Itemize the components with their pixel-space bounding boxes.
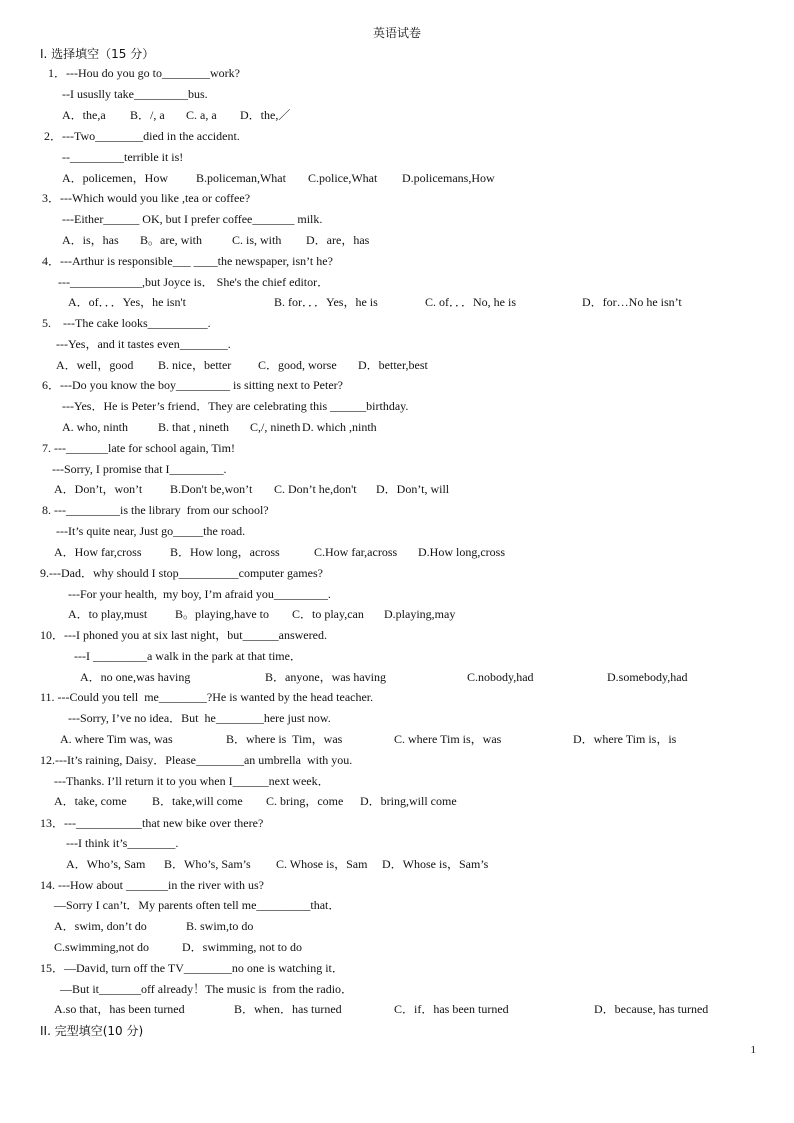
answer-option: B．take,will come xyxy=(152,794,243,808)
question-dialogue-line: ---Sorry, I’ve no idea．But he________here just now. xyxy=(68,711,331,725)
question-dialogue-line: ---It’s quite near, Just go_____the road. xyxy=(56,524,246,538)
answer-option: B．How long，across xyxy=(170,545,280,559)
question-dialogue-line: ---Thanks. I’ll return it to you when I______next week． xyxy=(54,774,330,788)
answer-option: C. Don’t he,don't xyxy=(274,482,357,496)
question-stem: 8. ---_________is the library from our school? xyxy=(42,503,269,517)
question-stem: 4．---Arthur is responsible___ ____the newspaper, isn’t he? xyxy=(42,254,333,268)
answer-option: A．Who’s, Sam xyxy=(66,857,146,871)
answer-option: D．swimming, not to do xyxy=(182,940,303,954)
question-dialogue-line: —But it_______off already！The music is from the radio． xyxy=(60,982,354,996)
answer-option: B. that , nineth xyxy=(158,420,229,434)
answer-option: A．well，good xyxy=(56,358,134,372)
answer-option: D．better,best xyxy=(358,358,428,372)
question-stem: 7. ---_______late for school again, Tim! xyxy=(42,441,235,455)
answer-option: D．bring,will come xyxy=(360,794,457,808)
answer-option: B．where is Tim，was xyxy=(226,732,343,746)
question-dialogue-line: ---I _________a walk in the park at that time． xyxy=(74,649,302,663)
question-dialogue-line: ---Yes．He is Peter’s friend．They are celebrating this ______birthday. xyxy=(62,399,409,413)
answer-option: A．How far,cross xyxy=(54,545,142,559)
answer-option: B．/, a xyxy=(130,108,165,122)
answer-option: B．Who’s, Sam’s xyxy=(164,857,251,871)
answer-option: D．where Tim is，is xyxy=(573,732,677,746)
answer-option: B.policeman,What xyxy=(196,171,286,185)
answer-option: A. where Tim was, was xyxy=(60,732,173,746)
answer-option: C.police,What xyxy=(308,171,378,185)
answer-option: D．for…No he isn’t xyxy=(582,295,682,309)
answer-option: B. nice，better xyxy=(158,358,232,372)
answer-option: C.How far,across xyxy=(314,545,398,559)
answer-option: B. swim,to do xyxy=(186,919,254,933)
answer-option: A.so that，has been turned xyxy=(54,1002,185,1016)
answer-option: D．are，has xyxy=(306,233,370,247)
answer-option: C. a, a xyxy=(186,108,217,122)
answer-option: C．if．has been turned xyxy=(394,1002,509,1016)
answer-option: B。are, with xyxy=(140,233,202,247)
question-dialogue-line: ---For your health, my boy, I’m afraid you_________. xyxy=(68,587,331,601)
answer-option: A．swim, don’t do xyxy=(54,919,147,933)
answer-option: D．Don’t, will xyxy=(376,482,450,496)
answer-option: D.playing,may xyxy=(384,607,456,621)
question-stem: 13．---___________that new bike over there? xyxy=(40,816,264,830)
page-title: 英语试卷 xyxy=(372,26,421,40)
section-heading-2: II. 完型填空(10 分) xyxy=(40,1024,144,1038)
answer-option: C. is, with xyxy=(232,233,282,247)
answer-option: D．because, has turned xyxy=(594,1002,709,1016)
question-stem: 15．—David, turn off the TV________no one is watching it． xyxy=(40,961,344,975)
question-stem: 6．---Do you know the boy_________ is sitting next to Peter? xyxy=(42,378,343,392)
answer-option: B.Don't be,won’t xyxy=(170,482,253,496)
answer-option: B．when．has turned xyxy=(234,1002,342,1016)
question-dialogue-line: --_________terrible it is! xyxy=(62,150,184,164)
answer-option: B. for．．．Yes，he is xyxy=(274,295,378,309)
answer-option: C．to play,can xyxy=(292,607,364,621)
question-stem: 10．---I phoned you at six last night，but______answered. xyxy=(40,628,327,642)
answer-option: A．no one,was having xyxy=(80,670,191,684)
answer-option: C.nobody,had xyxy=(467,670,534,684)
question-stem: 11. ---Could you tell me________?He is wanted by the head teacher. xyxy=(40,690,374,704)
answer-option: C. of．．．No, he is xyxy=(425,295,516,309)
answer-option: C.swimming,not do xyxy=(54,940,150,954)
question-dialogue-line: ---Sorry, I promise that I_________. xyxy=(52,462,227,476)
question-dialogue-line: --I ususlly take_________bus. xyxy=(62,87,208,101)
answer-option: A．Don’t，won’t xyxy=(54,482,143,496)
question-dialogue-line: ---____________,but Joyce is． She's the chief editor． xyxy=(58,275,330,289)
question-dialogue-line: ---Yes，and it tastes even________. xyxy=(56,337,231,351)
answer-option: A．take, come xyxy=(54,794,127,808)
answer-option: B．anyone，was having xyxy=(265,670,386,684)
answer-option: C. bring，come xyxy=(266,794,344,808)
question-stem: 5. ---The cake looks__________. xyxy=(42,316,211,330)
answer-option: A．of．．．Yes，he isn't xyxy=(68,295,186,309)
answer-option: A．to play,must xyxy=(68,607,148,621)
answer-option: A．is，has xyxy=(62,233,119,247)
answer-option: D.somebody,had xyxy=(607,670,688,684)
section-heading-1: I. 选择填空（15 分） xyxy=(40,47,155,61)
question-stem: 3．---Which would you like ,tea or coffee? xyxy=(42,191,251,205)
answer-option: D．the,／ xyxy=(240,108,291,122)
question-stem: 12.---It’s raining, Daisy．Please________an umbrella with you. xyxy=(40,753,353,767)
question-stem: 2．---Two________died in the accident. xyxy=(44,129,240,143)
answer-option: D.How long,cross xyxy=(418,545,505,559)
answer-option: C. Whose is，Sam xyxy=(276,857,368,871)
answer-option: A．policemen，How xyxy=(62,171,168,185)
answer-option: B。playing,have to xyxy=(175,607,269,621)
question-dialogue-line: —Sorry I can’t．My parents often tell me_________that． xyxy=(54,898,341,912)
answer-option: C．good, worse xyxy=(258,358,337,372)
question-dialogue-line: ---I think it’s________. xyxy=(66,836,179,850)
answer-option: A．the,a xyxy=(62,108,106,122)
answer-option: D．Whose is，Sam’s xyxy=(382,857,489,871)
question-stem: 9.---Dad．why should I stop__________computer games? xyxy=(40,566,323,580)
question-stem: 14. ---How about _______in the river with us? xyxy=(40,878,264,892)
question-dialogue-line: ---Either______ OK, but I prefer coffee_______ milk. xyxy=(62,212,323,226)
answer-option: C. where Tim is，was xyxy=(394,732,502,746)
answer-option: D.policemans,How xyxy=(402,171,495,185)
question-stem: 1．---Hou do you go to________work? xyxy=(48,66,240,80)
answer-option: A. who, ninth xyxy=(62,420,128,434)
page-number: 1 xyxy=(750,1044,756,1056)
answer-option: C,/, nineth xyxy=(250,420,301,434)
answer-option: D. which ,ninth xyxy=(302,420,377,434)
